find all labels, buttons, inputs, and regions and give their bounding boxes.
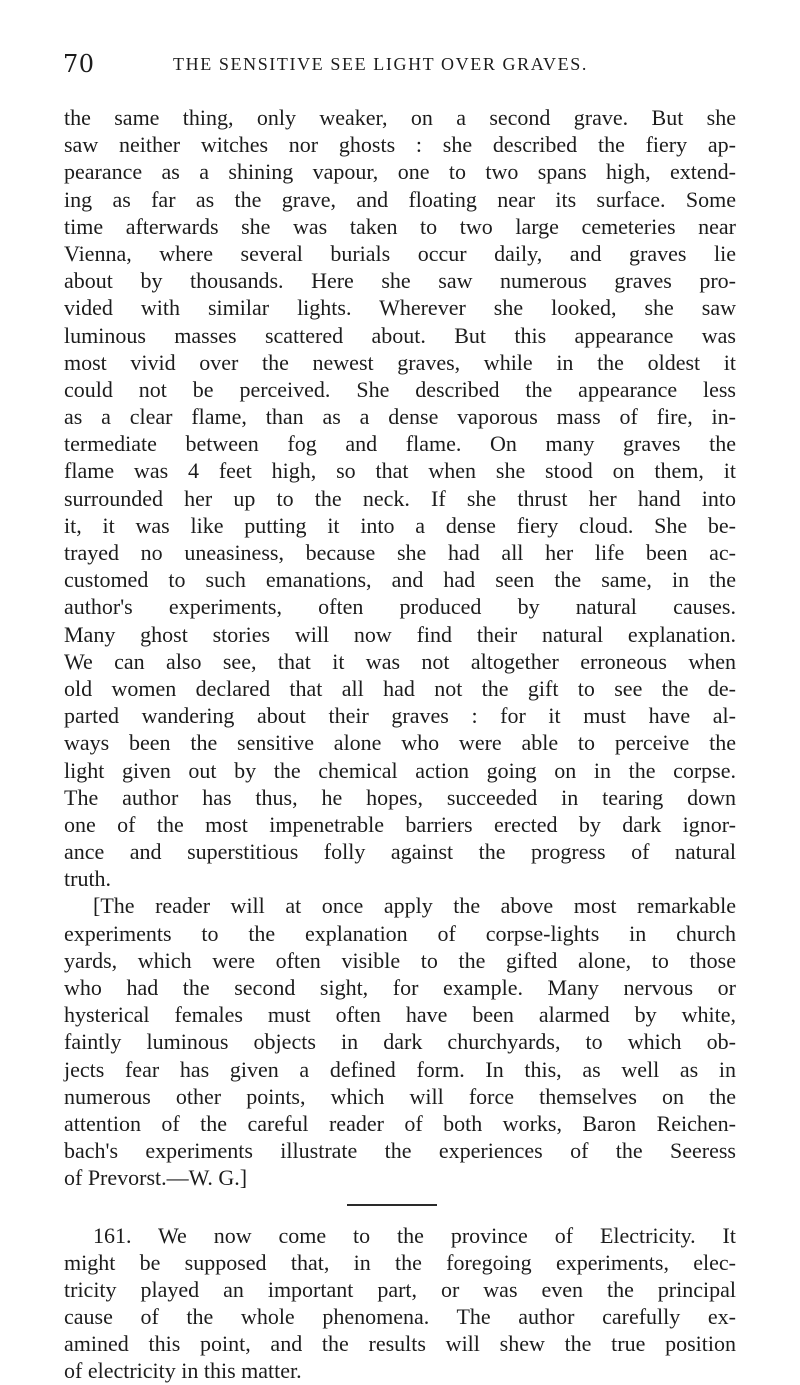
paragraph-editor-note bbox=[64, 892, 736, 1191]
text-line: about by thousands. Here she saw numerous graves pro- bbox=[64, 268, 736, 294]
text-line: numerous other points, which will force themselves on the bbox=[64, 1083, 736, 1109]
text-line: surrounded her up to the neck. If she thrust her hand into bbox=[64, 485, 736, 511]
text-line: hysterical females must often have been alarmed by white, bbox=[64, 1002, 736, 1028]
text-line: yards, which were often visible to the gifted alone, to those bbox=[64, 947, 736, 973]
text-line: parted wandering about their graves : for it must have al- bbox=[64, 703, 736, 729]
text-line: vided with similar lights. Wherever she looked, she saw bbox=[64, 295, 736, 321]
text-line: ance and superstitious folly against the progress of natural bbox=[64, 839, 736, 865]
text-line: The author has thus, he hopes, succeeded in tearing down bbox=[64, 784, 736, 810]
text-line: might be supposed that, in the foregoing experiments, elec- bbox=[64, 1249, 736, 1275]
paragraph-electricity bbox=[64, 1222, 736, 1385]
text-line: Many ghost stories will now find their natural explanation. bbox=[64, 621, 736, 647]
text-line: cause of the whole phenomena. The author carefully ex- bbox=[64, 1304, 736, 1330]
text-line: bach's experiments illustrate the experiences of the Seeress bbox=[64, 1138, 736, 1164]
text-line: most vivid over the newest graves, while in the oldest it bbox=[64, 349, 736, 375]
text-line: truth. bbox=[64, 866, 112, 892]
text-line: pearance as a shining vapour, one to two spans high, extend- bbox=[64, 159, 736, 185]
text-line: light given out by the chemical action going on in the corpse. bbox=[64, 757, 736, 783]
text-line: it, it was like putting it into a dense fiery cloud. She be- bbox=[64, 512, 736, 538]
text-line: old women declared that all had not the gift to see the de- bbox=[64, 675, 736, 701]
text-line: author's experiments, often produced by natural causes. bbox=[64, 594, 736, 620]
text-line: ing as far as the grave, and floating near its surface. Some bbox=[64, 186, 736, 212]
text-line: jects fear has given a defined form. In this, as well as in bbox=[64, 1056, 736, 1082]
text-line: customed to such emanations, and had seen the same, in the bbox=[64, 567, 736, 593]
section-divider bbox=[347, 1204, 437, 1206]
text-line: could not be perceived. She described the appearance less bbox=[64, 376, 736, 402]
text-line: as a clear flame, than as a dense vaporous mass of fire, in- bbox=[64, 404, 736, 430]
text-line: faintly luminous objects in dark churchyards, to which ob- bbox=[64, 1029, 736, 1055]
text-line: trayed no uneasiness, because she had all her life been ac- bbox=[64, 540, 736, 565]
text-line: tricity played an important part, or was even the principal bbox=[64, 1276, 736, 1302]
running-title: THE SENSITIVE SEE LIGHT OVER GRAVES. bbox=[173, 54, 588, 74]
text-line: of electricity in this matter. bbox=[64, 1358, 302, 1384]
body-text bbox=[64, 104, 736, 1385]
text-line: Vienna, where several burials occur daily, and graves lie bbox=[64, 240, 736, 266]
text-line: of Prevorst.—W. G.] bbox=[64, 1165, 248, 1191]
text-line: who had the second sight, for example. Many nervous or bbox=[64, 975, 736, 1000]
text-line: [The reader will at once apply the above most remarkable bbox=[93, 893, 736, 919]
text-line: experiments to the explanation of corpse-lights in church bbox=[64, 920, 736, 946]
text-line: 161. We now come to the province of Electricity. It bbox=[93, 1222, 736, 1248]
text-line: saw neither witches nor ghosts : she described the fiery ap- bbox=[64, 132, 736, 158]
text-line: flame was 4 feet high, so that when she stood on them, it bbox=[64, 458, 736, 484]
text-line: luminous masses scattered about. But this appearance was bbox=[64, 322, 736, 348]
text-line: one of the most impenetrable barriers erected by dark ignor- bbox=[64, 811, 736, 837]
text-line: We can also see, that it was not altogether erroneous when bbox=[64, 648, 736, 674]
text-line: amined this point, and the results will shew the true position bbox=[64, 1331, 736, 1357]
paragraph-graves bbox=[64, 104, 736, 892]
text-line: attention of the careful reader of both works, Baron Reichen- bbox=[64, 1110, 736, 1136]
page-number: 70 bbox=[63, 50, 95, 78]
text-line: termediate between fog and flame. On many graves the bbox=[64, 431, 736, 457]
text-line: ways been the sensitive alone who were able to perceive the bbox=[64, 730, 736, 756]
running-head bbox=[63, 50, 743, 80]
text-line: the same thing, only weaker, on a second grave. But she bbox=[64, 105, 736, 130]
text-line: time afterwards she was taken to two large cemeteries near bbox=[64, 213, 736, 239]
